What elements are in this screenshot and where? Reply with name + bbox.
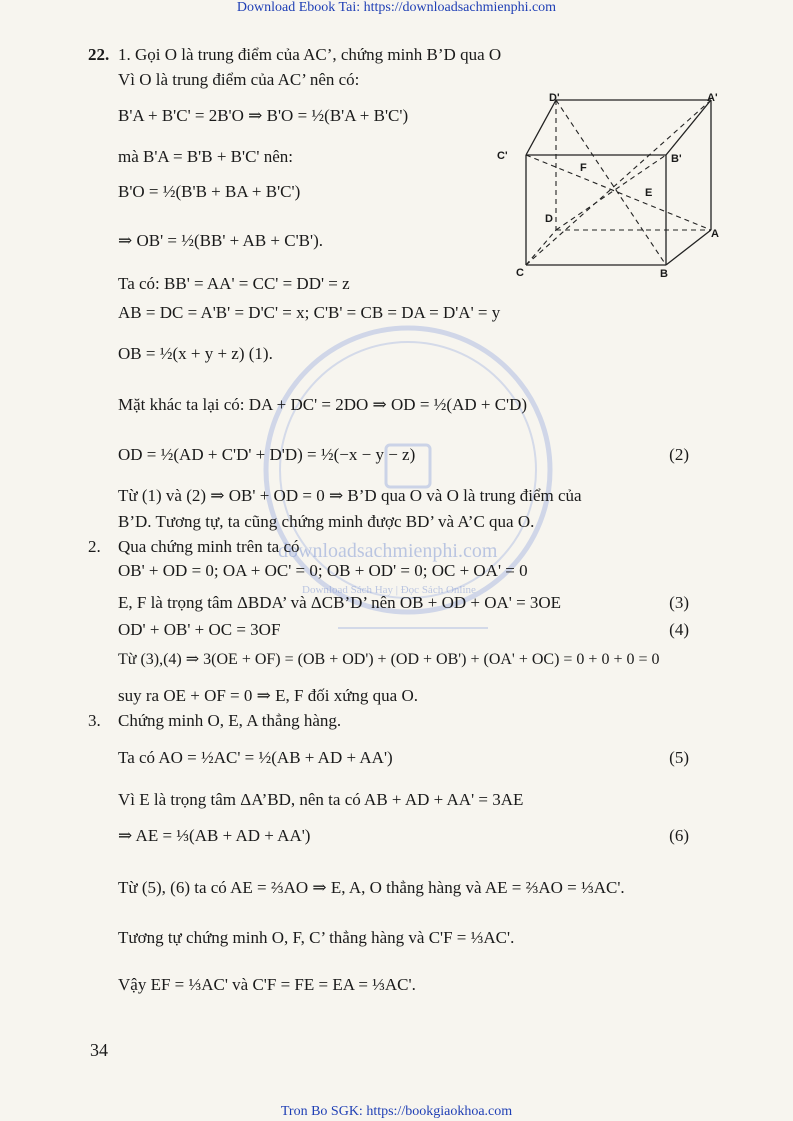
line-17: OD' + OB' + OC = 3OF	[118, 620, 281, 639]
line-4: mà B'A = B'B + B'C' nên:	[118, 147, 293, 166]
line-10: Mặt khác ta lại có: DA + DC' = 2DO ⇒ OD = ½(AD + C'D)	[118, 395, 528, 414]
problem-number: 22.	[88, 45, 110, 64]
line-18: Từ (3),(4) ⇒ 3(OE + OF) = (OB + OD') + (OD + OB') + (OA' + OC) = 0 + 0 + 0 = 0	[118, 651, 660, 668]
line-15: OB' + OD = 0; OA + OC' = 0; OB + OD' = 0; OC + OA' = 0	[118, 561, 528, 580]
eq-number-6: (6)	[669, 826, 689, 845]
label-f: F	[580, 162, 587, 174]
line-22: Vì E là trọng tâm ΔA’BD, nên ta có AB + AD + AA' = 3AE	[118, 790, 524, 809]
line-5: B'O = ½(B'B + BA + B'C')	[118, 182, 301, 201]
line-23: ⇒ AE = ⅓(AB + AD + AA')	[118, 826, 311, 845]
page-number: 34	[90, 1040, 108, 1060]
label-a: A	[711, 228, 719, 240]
line-19: suy ra OE + OF = 0 ⇒ E, F đối xứng qua O.	[118, 686, 418, 705]
line-26: Vậy EF = ⅓AC' và C'F = FE = EA = ⅓AC'.	[118, 975, 416, 994]
line-12: Từ (1) và (2) ⇒ OB' + OD = 0 ⇒ B’D qua O và O là trung điểm của	[118, 486, 582, 505]
eq-number-3: (3)	[669, 593, 689, 612]
header-link[interactable]: Download Ebook Tai: https://downloadsachmienphi.com	[236, 0, 557, 15]
watermark-seal	[258, 310, 558, 630]
line-2: Vì O là trung điểm của AC’ nên có:	[118, 70, 360, 89]
line-1: 1. Gọi O là trung điểm của AC’, chứng minh B’D qua O	[118, 45, 502, 64]
part-2-number: 2.	[88, 537, 101, 556]
cube-figure	[496, 90, 736, 290]
label-e: E	[645, 187, 653, 199]
part-3-number: 3.	[88, 711, 101, 730]
label-d: D	[545, 213, 553, 225]
line-16: E, F là trọng tâm ΔBDA’ và ΔCB’D’ nên OB + OD + OA' = 3OE	[118, 593, 562, 612]
eq-number-5: (5)	[669, 748, 689, 767]
line-9: OB = ½(x + y + z) (1).	[118, 344, 273, 363]
watermark-text: downloadsachmienphi.com	[278, 540, 498, 562]
line-14: Qua chứng minh trên ta có	[118, 537, 300, 556]
eq-number-2: (2)	[669, 445, 689, 464]
line-6: ⇒ OB' = ½(BB' + AB + C'B').	[118, 231, 323, 250]
line-20: Chứng minh O, E, A thẳng hàng.	[118, 711, 342, 730]
line-8: AB = DC = A'B' = D'C' = x; C'B' = CB = DA = D'A' = y	[118, 303, 501, 322]
label-b: B	[660, 268, 668, 280]
label-d-prime: D'	[549, 92, 560, 104]
label-c-prime: C'	[497, 150, 508, 162]
label-c: C	[516, 267, 524, 279]
line-3: B'A + B'C' = 2B'O ⇒ B'O = ½(B'A + B'C')	[118, 106, 409, 125]
watermark-subtext: Download Sách Hay | Đọc Sách Online	[302, 584, 476, 596]
line-11: OD = ½(AD + C'D' + D'D) = ½(−x − y − z)	[118, 445, 416, 464]
line-13: B’D. Tương tự, ta cũng chứng minh được BD’ và A’C qua O.	[118, 512, 535, 531]
line-25: Tương tự chứng minh O, F, C’ thẳng hàng và C'F = ⅓AC'.	[118, 928, 515, 947]
line-21: Ta có AO = ½AC' = ½(AB + AD + AA')	[118, 748, 393, 767]
label-a-prime: A'	[707, 92, 718, 104]
line-24: Từ (5), (6) ta có AE = ⅔AO ⇒ E, A, O thẳng hàng và AE = ⅔AO = ⅓AC'.	[118, 878, 625, 897]
footer-link[interactable]: Tron Bo SGK: https://bookgiaokhoa.com	[280, 1104, 513, 1119]
eq-number-4: (4)	[669, 620, 689, 639]
label-b-prime: B'	[671, 153, 682, 165]
line-7: Ta có: BB' = AA' = CC' = DD' = z	[118, 274, 350, 293]
